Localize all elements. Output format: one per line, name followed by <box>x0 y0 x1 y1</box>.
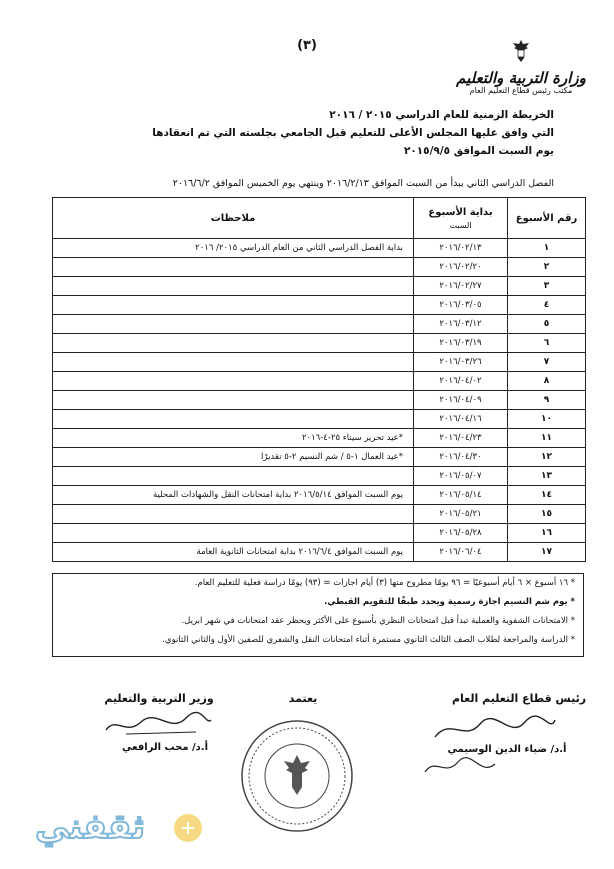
table-row <box>53 486 586 505</box>
week-start-date-cell: ٢٠١٦/٠٤/٠٢ <box>414 372 508 391</box>
note-line: * الدراسة والمراجعة لطلاب الصف الثالث الثانوي مستمرة أثناء امتحانات النقل والشفري للصفين الأول والثاني الثانوي. <box>162 635 575 645</box>
week-number-cell: ٤ <box>508 296 586 315</box>
table-row <box>53 258 586 277</box>
signature-name-right: أ.د/ ضياء الدين الوسيمي <box>447 744 567 755</box>
notes-cell: *عيد تحرير سيناء ٢٥-٤-٢٠١٦ <box>53 429 414 448</box>
ministry-office: مكتب رئيس قطاع التعليم العام <box>469 86 573 95</box>
document-title: الخريطة الزمنية للعام الدراسي ٢٠١٥ / ٢٠١٦ <box>329 109 554 121</box>
week-start-date-cell: ٢٠١٦/٠٣/٠٥ <box>414 296 508 315</box>
eagle-emblem-icon <box>509 38 533 64</box>
week-number-cell: ١١ <box>508 429 586 448</box>
table-row <box>53 467 586 486</box>
week-number-cell: ٣ <box>508 277 586 296</box>
signature-scribble-left <box>96 708 216 742</box>
table-row <box>53 239 586 258</box>
week-start-date-cell: ٢٠١٦/٠٥/٠٧ <box>414 467 508 486</box>
table-row <box>53 543 586 562</box>
week-number-cell: ١٥ <box>508 505 586 524</box>
table-row <box>53 524 586 543</box>
week-number-cell: ٨ <box>508 372 586 391</box>
term-dates-line: الفصل الدراسي الثاني يبدأ من السبت الموافق ٢٠١٦/٢/١٣ وينتهي يوم الخميس الموافق ٢٠١٦/٦/٢ <box>172 178 554 189</box>
notes-cell <box>53 391 414 410</box>
signature-scribble-right-2 <box>420 752 500 782</box>
session-date: يوم السبت الموافق ٢٠١٥/٩/٥ <box>403 145 554 157</box>
notes-box <box>52 573 584 657</box>
approval-line: التي وافق عليها المجلس الأعلى للتعليم قبل الجامعي بجلسته التي تم انعقادها <box>152 127 554 139</box>
signature-title-right: رئيس قطاع التعليم العام <box>451 692 587 705</box>
svg-text:ثقفني: ثقفني <box>35 807 145 847</box>
note-line: * يوم شم النسيم اجازة رسمية ويحدد طبقًا للتقويم القبطي. <box>324 597 575 607</box>
week-start-date-cell: ٢٠١٦/٠٢/١٣ <box>414 239 508 258</box>
week-start-date-cell: ٢٠١٦/٠٥/١٤ <box>414 486 508 505</box>
table-row <box>53 296 586 315</box>
week-start-date-cell: ٢٠١٦/٠٦/٠٤ <box>414 543 508 562</box>
week-start-date-cell: ٢٠١٦/٠٣/٢٦ <box>414 353 508 372</box>
note-line: * الامتحانات الشفوية والعملية تبدأ قبل امتحانات النظري بأسبوع على الأكثر ويحظر عقد امتحانات في شهر ابريل. <box>181 616 575 626</box>
week-start-date-cell: ٢٠١٦/٠٣/١٩ <box>414 334 508 353</box>
notes-cell <box>53 258 414 277</box>
official-stamp-icon <box>238 717 356 835</box>
schedule-table <box>52 197 586 562</box>
week-number-cell: ٥ <box>508 315 586 334</box>
notes-cell <box>53 372 414 391</box>
table-row <box>53 410 586 429</box>
notes-cell <box>53 505 414 524</box>
signature-title-left: وزير التربية والتعليم <box>104 692 214 705</box>
table-row <box>53 353 586 372</box>
week-number-cell: ١٢ <box>508 448 586 467</box>
notes-cell <box>53 334 414 353</box>
week-start-date-cell: ٢٠١٦/٠٥/٢٨ <box>414 524 508 543</box>
week-start-date-cell: ٢٠١٦/٠٤/٣٠ <box>414 448 508 467</box>
week-start-date-cell: ٢٠١٦/٠٤/٢٣ <box>414 429 508 448</box>
notes-cell <box>53 353 414 372</box>
week-start-date-cell: ٢٠١٦/٠٤/١٦ <box>414 410 508 429</box>
week-start-date-cell: ٢٠١٦/٠٤/٠٩ <box>414 391 508 410</box>
page-number: (٣) <box>297 38 317 53</box>
notes-cell <box>53 524 414 543</box>
site-watermark-logo <box>12 790 212 860</box>
ministry-name: وزارة التربية والتعليم <box>456 69 586 87</box>
week-start-date-cell: ٢٠١٦/٠٢/٢٧ <box>414 277 508 296</box>
notes-cell: يوم السبت الموافق ٢٠١٦/٥/١٤ بداية امتحانات النقل والشهادات المحلية <box>53 486 414 505</box>
signature-title-center: يعتمد <box>288 692 318 705</box>
note-line: * ١٦ أسبوع × ٦ أيام أسبوعيًا = ٩٦ يومًا مطروح منها (٣) أيام اجازات = (٩٣) يومًا دراسة فعلية للتعليم العام. <box>194 578 575 588</box>
table-row <box>53 505 586 524</box>
signature-name-left: أ.د/ محب الرافعي <box>121 742 209 753</box>
week-number-cell: ٧ <box>508 353 586 372</box>
notes-cell <box>53 467 414 486</box>
week-number-cell: ١٧ <box>508 543 586 562</box>
notes-cell: *عيد العمال ١-٥ / شم النسيم ٢-٥ تقديرًا <box>53 448 414 467</box>
week-number-cell: ٦ <box>508 334 586 353</box>
week-number-cell: ١٠ <box>508 410 586 429</box>
table-row <box>53 429 586 448</box>
week-start-date-cell: ٢٠١٦/٠٥/٢١ <box>414 505 508 524</box>
table-row <box>53 372 586 391</box>
week-number-cell: ٢ <box>508 258 586 277</box>
week-number-cell: ١٤ <box>508 486 586 505</box>
table-row <box>53 448 586 467</box>
notes-cell <box>53 277 414 296</box>
notes-cell: يوم السبت الموافق ٢٠١٦/٦/٤ بداية امتحانات الثانوية العامة <box>53 543 414 562</box>
header-week: رقم الأسبوع <box>508 198 586 239</box>
table-row <box>53 391 586 410</box>
header-week-start: بداية الأسبوع السبت <box>414 198 508 239</box>
notes-cell: بداية الفصل الدراسي الثاني من العام الدراسي ٢٠١٥/ ٢٠١٦ <box>53 239 414 258</box>
week-start-date-cell: ٢٠١٦/٠٢/٢٠ <box>414 258 508 277</box>
table-header-row <box>53 198 586 239</box>
notes-cell <box>53 410 414 429</box>
week-number-cell: ٩ <box>508 391 586 410</box>
week-number-cell: ١ <box>508 239 586 258</box>
table-row <box>53 315 586 334</box>
table-row <box>53 277 586 296</box>
week-number-cell: ١٦ <box>508 524 586 543</box>
notes-cell <box>53 296 414 315</box>
week-start-date-cell: ٢٠١٦/٠٣/١٢ <box>414 315 508 334</box>
notes-cell <box>53 315 414 334</box>
week-number-cell: ١٣ <box>508 467 586 486</box>
header-notes: ملاحظات <box>53 198 414 239</box>
table-row <box>53 334 586 353</box>
signature-scribble-right <box>430 712 560 746</box>
ministry-logo-block <box>446 38 596 96</box>
